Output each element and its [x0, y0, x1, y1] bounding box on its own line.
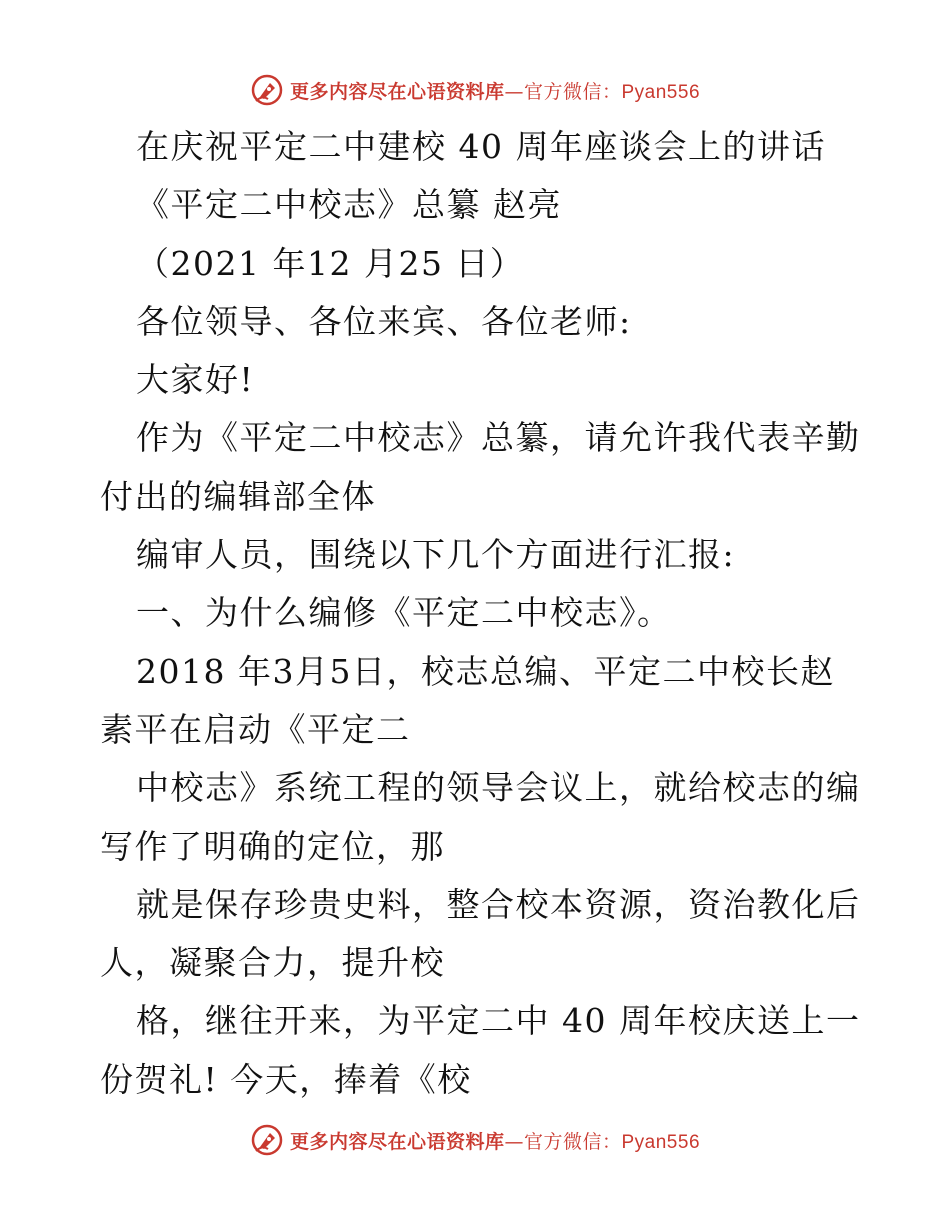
watermark-label: 官方微信：	[523, 80, 622, 103]
document-line: 就是保存珍贵史料，整合校本资源，资治教化后	[136, 884, 861, 924]
footer-watermark	[0, 1122, 950, 1158]
watermark-brand: 更多内容尽在心语资料库	[289, 1130, 505, 1153]
header-watermark	[0, 72, 950, 108]
document-line: 大家好!	[136, 360, 255, 400]
document-line: 作为《平定二中校志》总纂，请允许我代表辛勤	[136, 418, 861, 458]
watermark-wechat-id: Pyan556	[621, 1131, 701, 1153]
watermark-separator: —	[504, 80, 524, 103]
document-line: 人，凝聚合力，提升校	[100, 943, 445, 983]
document-line: （2021 年12 月25 日）	[136, 243, 525, 283]
pen-nib-logo-icon	[250, 1123, 284, 1157]
watermark-label: 官方微信：	[523, 1130, 622, 1153]
document-line: 付出的编辑部全体	[100, 476, 376, 516]
document-line: 格，继往开来，为平定二中 40 周年校庆送上一	[136, 1001, 861, 1041]
document-line: 素平在启动《平定二	[100, 709, 411, 749]
watermark-separator: —	[504, 1130, 524, 1153]
document-line: 一、为什么编修《平定二中校志》。	[136, 593, 672, 633]
document-line: 中校志》系统工程的领导会议上，就给校志的编	[136, 768, 861, 808]
document-line: 编审人员，围绕以下几个方面进行汇报:	[136, 535, 736, 575]
document-line: 2018 年3月5日，校志总编、平定二中校长赵	[136, 651, 835, 691]
watermark-brand: 更多内容尽在心语资料库	[289, 80, 505, 103]
document-line: 《平定二中校志》总纂 赵亮	[136, 185, 562, 225]
watermark-wechat-id: Pyan556	[621, 81, 701, 103]
document-body	[100, 118, 860, 1109]
document-line: 在庆祝平定二中建校 40 周年座谈会上的讲话	[136, 127, 826, 166]
document-line: 各位领导、各位来宾、各位老师:	[136, 301, 632, 341]
document-line: 份贺礼! 今天，捧着《校	[100, 1059, 472, 1099]
document-line: 写作了明确的定位，那	[100, 826, 445, 866]
pen-nib-logo-icon	[250, 73, 284, 107]
